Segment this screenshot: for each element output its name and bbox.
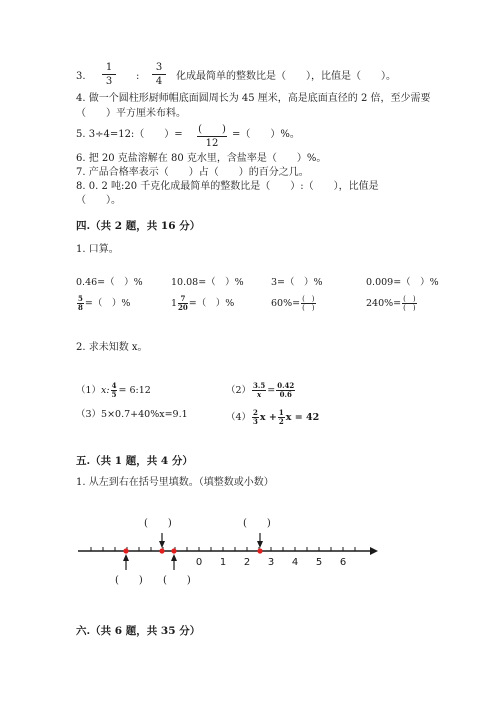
oral-calc-4: 0.009=（ ）% (366, 277, 439, 288)
q5-tail: =（ ）%。 (232, 129, 300, 140)
arrow-up-2 (171, 554, 177, 570)
q3-colon: : (136, 71, 140, 82)
fraction: $\frac{3.5}{x}$ (253, 381, 266, 399)
equation-1: （1）x: $\frac{4}{5}$ = 6:12 (76, 381, 151, 399)
oral-calc-5: $\frac{5}{8}$ =（ ）% (78, 294, 131, 312)
oral-calc-7: 60%= ( ) ( ) (271, 295, 315, 312)
section4-q2: 2. 求未知数 x。 (76, 342, 148, 353)
q3-number: 3. (76, 71, 86, 82)
marker-point-1 (123, 548, 128, 553)
blank-above-2: ( ) (243, 518, 271, 529)
q6-text: 6. 把 20 克盐溶解在 80 克水里，含盐率是（ ）%。 (76, 153, 327, 164)
equation-3: （3）5×0.7+40%x=9.1 (76, 409, 188, 420)
q3-fraction-1: 1 3 (102, 62, 116, 87)
fraction: $\frac{4}{5}$ (111, 381, 117, 399)
tick-label-2: 2 (243, 557, 251, 568)
blank-below-2: ( ) (163, 575, 191, 586)
oral-calc-1: 0.46=（ ）% (76, 277, 143, 288)
section4-heading: 四.（共 2 题，共 16 分） (76, 220, 201, 232)
blank-below-1: ( ) (115, 575, 143, 586)
fraction: $\frac{7}{20}$ (178, 294, 188, 312)
tick-label-1: 1 (219, 557, 227, 568)
arrow-down-1 (159, 533, 165, 548)
fraction: ( ) ( ) (403, 295, 416, 312)
tick-label-3: 3 (267, 557, 275, 568)
q5-fraction: ( ) 12 (198, 124, 226, 149)
oral-calc-8: 240%= ( ) ( ) (366, 295, 416, 312)
number-line-arrow (370, 547, 378, 555)
fraction: $\frac{5}{8}$ (78, 294, 83, 312)
number-line-tick-labels (196, 557, 346, 568)
fraction: ( ) ( ) (302, 295, 315, 312)
oral-calc-6: 1 $\frac{7}{20}$ =（ ）% (171, 294, 235, 312)
q4-text-line2: （ ）平方厘米布料。 (76, 108, 186, 119)
blank-above-1: ( ) (144, 518, 172, 529)
section5-heading: 五.（共 1 题，共 4 分） (76, 455, 193, 467)
tick-label-4: 4 (291, 557, 299, 568)
q7-text: 7. 产品合格率表示（ ）占（ ）的百分之几。 (76, 167, 309, 178)
section6-heading: 六.（共 6 题，共 35 分） (76, 625, 201, 637)
tick-label-5: 5 (315, 557, 323, 568)
fraction: $\frac{2}{3}$ (253, 408, 258, 426)
section5-q1: 1. 从左到右在括号里填数。（填整数或小数） (76, 477, 274, 488)
q5-lead: 5. 3÷4=12:（ ）= (76, 129, 183, 140)
q3-text: 化成最简单的整数比是（ ），比值是（ ）。 (176, 71, 396, 82)
section4-q1: 1. 口算。 (76, 244, 119, 255)
arrow-up-1 (123, 554, 129, 570)
q8-text-line2: （ ）。 (76, 195, 121, 206)
equation-4: （4） $\frac{2}{3}$ x + $\frac{1}{2}$ x = 42 (226, 408, 320, 426)
tick-label-6: 6 (339, 557, 347, 568)
fraction: $\frac{1}{2}$ (278, 408, 284, 426)
arrow-down-2 (257, 533, 263, 548)
equation-2: （2） $\frac{3.5}{x}=$ $\frac{0.42}{0.6}$ (226, 381, 295, 399)
tick-label-0: 0 (195, 557, 203, 568)
oral-calc-2: 10.08=（ ）% (171, 277, 244, 288)
fraction: $\frac{0.42}{0.6}$ (277, 381, 295, 399)
marker-point-3 (171, 548, 176, 553)
q8-text-line1: 8. 0. 2 吨:20 千克化成最简单的整数比是（ ）:（ ），比值是 (76, 181, 379, 192)
q3-fraction-2: 3 4 (152, 62, 166, 87)
marker-point-2 (159, 548, 164, 553)
marker-point-4 (257, 548, 262, 553)
oral-calc-3: 3=（ ）% (271, 277, 323, 288)
q4-text-line1: 4. 做一个圆柱形厨师帽底面圆周长为 45 厘米，高是底面直径的 2 倍，至少需要 (76, 93, 431, 104)
